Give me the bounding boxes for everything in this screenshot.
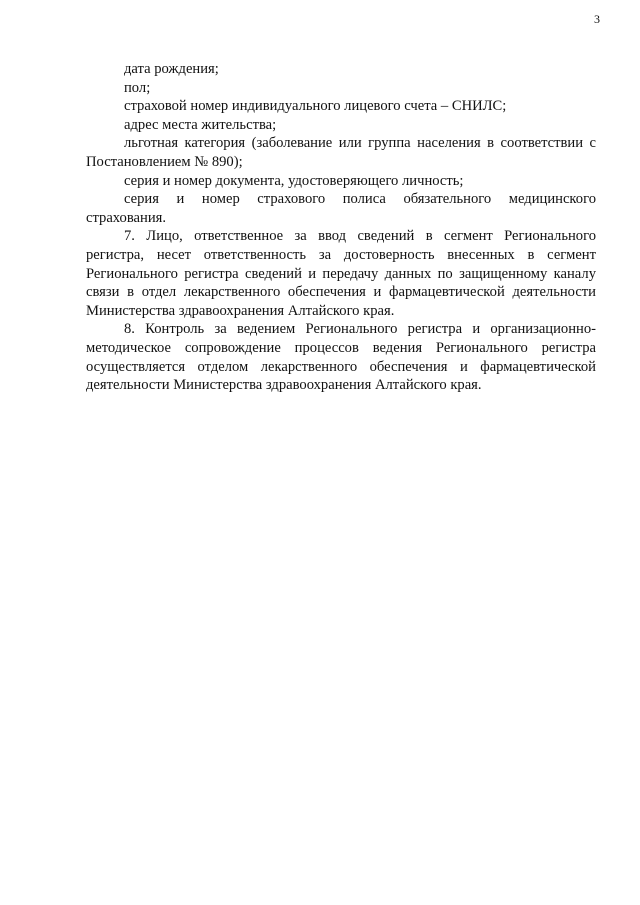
page-number: 3 (594, 12, 600, 26)
list-item-benefit-category: льготная категория (заболевание или группа населения в соответствии с Постановлением № 890); (86, 135, 596, 170)
list-item-address: адрес места жительства; (124, 116, 277, 133)
paragraph-7: 7. Лицо, ответственное за ввод сведений в сегмент Регионального регистра, несет ответственность за достоверность внесенных в сегмент Регионального регистра сведений и передачу данных по защищенному каналу связи в отдел лекарственного обеспечения и фармацевтической деятельности Министерства здравоохранения Алтайского края. (86, 228, 596, 319)
document-body (86, 60, 596, 395)
list-item-birth-date: дата рождения; (124, 61, 219, 77)
paragraph-8: 8. Контроль за ведением Регионального регистра и организационно-методическое сопровождение процессов ведения Регионального регистра осуществляется отделом лекарственного обеспечения и фармацевтической деятельности Министерства здравоохранения Алтайского края. (86, 321, 596, 394)
list-item-snils: страховой номер индивидуального лицевого счета – СНИЛС; (124, 98, 507, 115)
list-item-insurance-policy: серия и номер страхового полиса обязательного медицинского страхования. (86, 191, 596, 226)
list-item-id-document: серия и номер документа, удостоверяющего личность; (124, 172, 464, 189)
list-item-sex: пол; (124, 79, 151, 96)
